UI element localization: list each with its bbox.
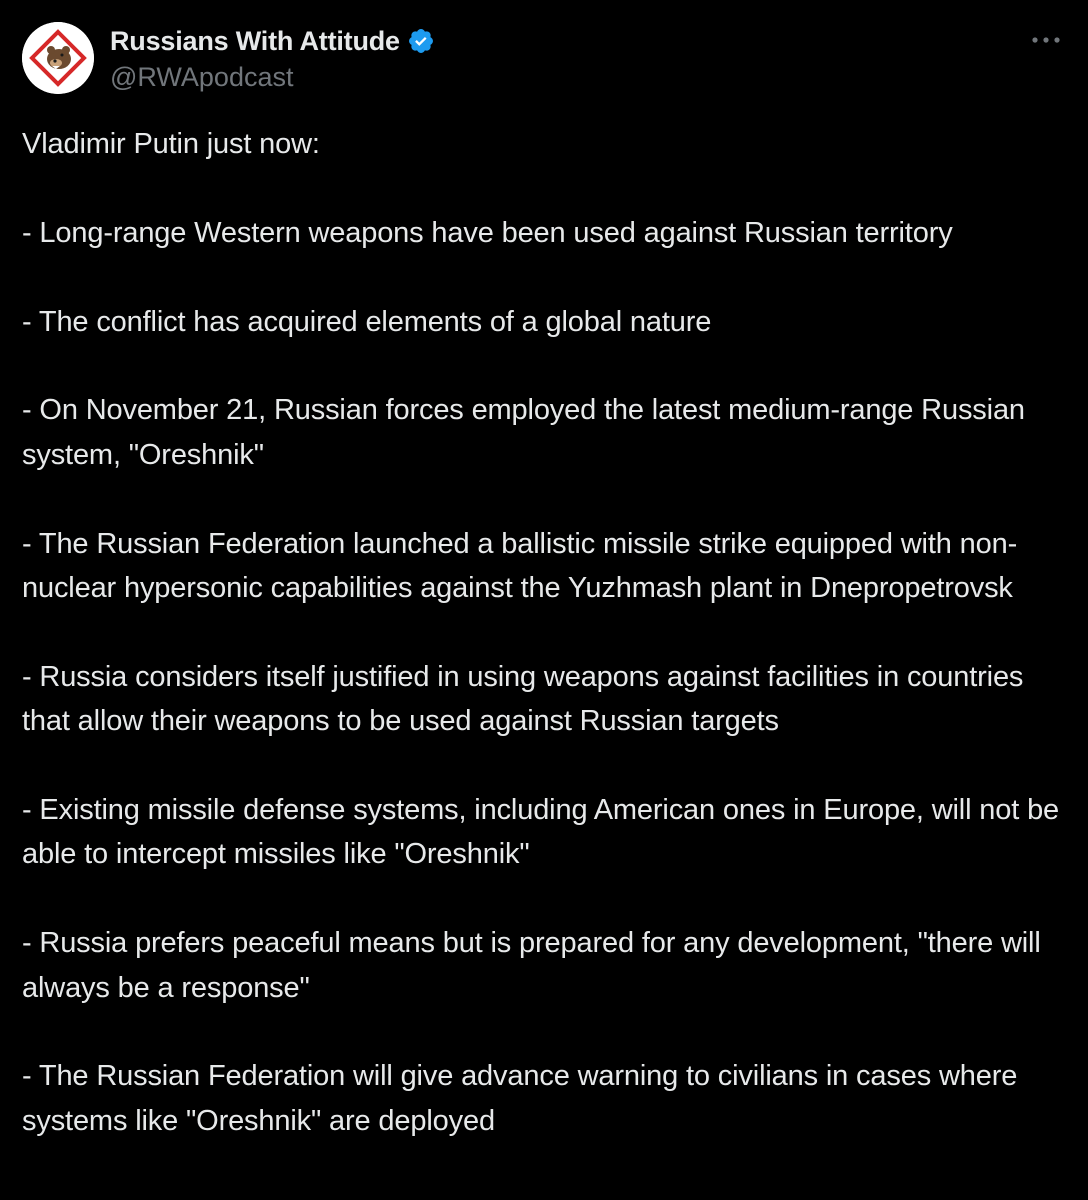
tweet-text — [22, 122, 1072, 1143]
verified-badge-icon[interactable] — [407, 27, 435, 55]
author-block — [110, 24, 435, 93]
more-horizontal-icon — [1031, 36, 1061, 44]
author-name-row — [110, 24, 435, 58]
bear-diamond-logo-icon — [22, 22, 94, 94]
tweet-paragraph: - The conflict has acquired elements of a global nature — [22, 305, 712, 338]
tweet-paragraph: - Long-range Western weapons have been used against Russian territory — [22, 216, 953, 249]
avatar[interactable] — [22, 22, 94, 94]
tweet-paragraph: - On November 21, Russian forces employed the latest medium-range Russian system, "Oreshnik" — [22, 394, 1025, 471]
tweet-paragraph: - The Russian Federation launched a ballistic missile strike equipped with non-nuclear hypersonic capabilities against the Yuzhmash plant in Dnepropetrovsk — [22, 527, 1018, 604]
display-name[interactable]: Russians With Attitude — [110, 25, 400, 56]
tweet-header — [22, 22, 1066, 94]
tweet-paragraph: - Russia prefers peaceful means but is prepared for any development, "there will always be a response" — [22, 927, 1041, 1004]
tweet-paragraph: - The Russian Federation will give advance warning to civilians in cases where systems like "Oreshnik" are deployed — [22, 1060, 1018, 1137]
tweet-paragraph: - Existing missile defense systems, including American ones in Europe, will not be able to intercept missiles like "Oreshnik" — [22, 794, 1060, 871]
more-options-button[interactable] — [1026, 26, 1066, 54]
tweet-paragraph: Vladimir Putin just now: — [22, 128, 320, 160]
author-handle[interactable]: @RWApodcast — [110, 62, 294, 92]
tweet-paragraph: - Russia considers itself justified in using weapons against facilities in countries that allow their weapons to be used against Russian targets — [22, 660, 1024, 738]
